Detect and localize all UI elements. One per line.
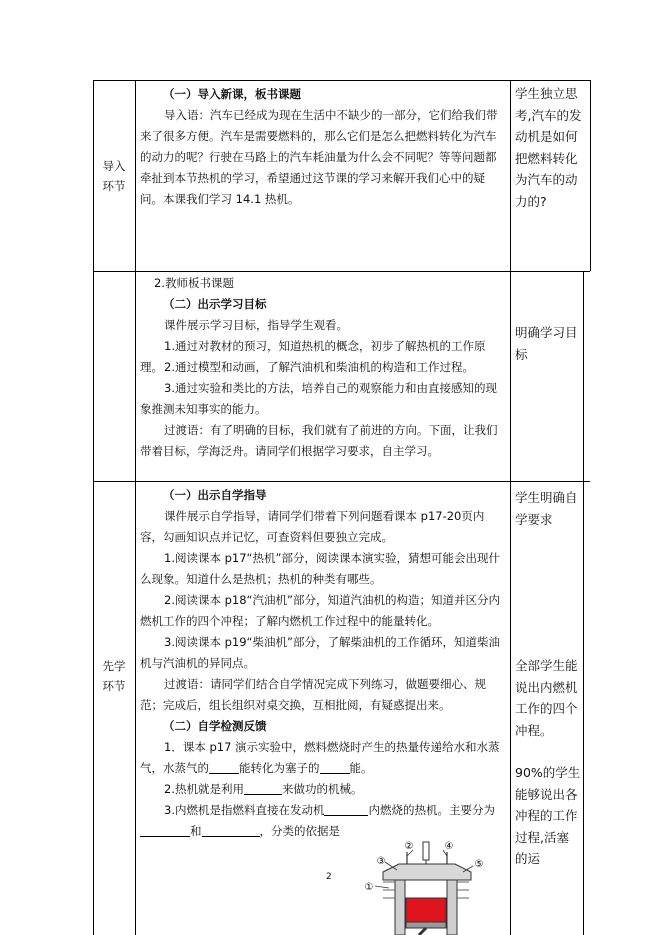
- column-divider-right-row1: [510, 80, 511, 271]
- study-question-2: 2.阅读课本 p18“汽油机”部分，知道汽油机的构造；知道并区分内燃机工作的四个冲程；了解内燃机工作过程中的能量转化。: [140, 593, 500, 628]
- section-heading-goals: （二）出示学习目标: [163, 297, 267, 311]
- answer-blank: [202, 822, 260, 837]
- exercise-text: 1．课本 p17 演示实验中，燃料燃烧时产生的热量传递给水和水蒸气，水蒸气的: [140, 740, 500, 775]
- answer-blank: [324, 801, 368, 816]
- answer-blank: [244, 780, 282, 795]
- cylinder-wall-left: [395, 880, 405, 935]
- intro-paragraph: 导入语：汽车已经成为现在生活中不缺少的一部分，它们给我们带来了很多方便。汽车是需要燃料的，那么它们是怎么把燃料转化为汽车的动力的呢？行驶在马路上的汽车耗油量为什么会不同呢？等等问题都牵扯到本节热机的学习，希望通过这节课的学习来解开我们心中的疑问。本课我们学习 14.1 热机。: [140, 108, 498, 206]
- leader-line: [375, 886, 389, 888]
- exercise-text: ，分类的依据是: [259, 824, 340, 838]
- table-right-border-row1: [590, 80, 591, 271]
- answer-blank: [209, 759, 239, 774]
- student-activity-row2: 明确学习目标: [515, 325, 578, 362]
- figure-label-1: ①: [364, 882, 374, 893]
- column-divider-right: [510, 271, 511, 935]
- connecting-rod: [419, 928, 426, 935]
- section-heading-self-study: （一）出示自学指导: [163, 488, 267, 502]
- exercise-text: 和: [190, 824, 202, 838]
- student-activity-row3-a: 学生明确自学要求: [515, 490, 578, 527]
- page-number: 2: [326, 872, 332, 882]
- table-top-border: [93, 80, 590, 81]
- table-left-border: [93, 80, 94, 935]
- transition-paragraph: 过渡语：有了明确的目标，我们就有了前进的方向。下面，让我们带着目标，学海泛舟。请同学们根据学习要求，自主学习。: [140, 423, 498, 458]
- figure-label-3: ③: [376, 856, 386, 867]
- figure-label-4: ④: [444, 841, 454, 852]
- spark-plug-icon: [423, 842, 429, 860]
- stage-label-line: 环节: [102, 179, 126, 193]
- stage-label-line: 环节: [102, 679, 126, 693]
- figure-label-5: ⑤: [474, 859, 484, 870]
- self-study-intro: 课件展示自学指导，请同学们带着下列问题看课本 p17-20页内容，勾画知识点并记忆，可查资料但要独立完成。: [140, 509, 485, 544]
- piston: [406, 898, 446, 922]
- stage-label-intro: [93, 156, 135, 196]
- row1-bottom-border: [93, 271, 590, 272]
- exercise-text: 来做功的机械。: [281, 782, 363, 796]
- stage-label-prestudy: [93, 656, 135, 696]
- column-divider-left: [135, 80, 136, 935]
- exercise-text: 2.热机就是利用: [164, 782, 244, 796]
- figure-label-2: ②: [404, 841, 414, 852]
- exercise-2: [140, 779, 506, 800]
- exercise-text: 能。: [349, 761, 373, 775]
- student-activity-row1: 学生独立思考,汽车的发动机是如何把燃料转化为汽车的动力的?: [515, 86, 582, 209]
- student-activity-row3-b: 全部学生能说出内燃机工作的四个冲程。: [515, 658, 578, 738]
- learning-goal-2: 2.通过模型和动画，了解汽油机和柴油机的构造和工作过程。: [164, 360, 474, 374]
- engine-cylinder-diagram: [355, 836, 495, 935]
- study-question-3: 3.阅读课本 p19“柴油机”部分，了解柴油机的工作循环，知道柴油机与汽油机的异同点。: [140, 635, 500, 670]
- exercise-1: [140, 737, 506, 779]
- stage-label-line: 导入: [102, 159, 126, 173]
- row2-bottom-border: [93, 481, 590, 482]
- goals-intro: 课件展示学习目标，指导学生观看。: [164, 318, 348, 332]
- learning-goal-3: 3.通过实验和类比的方法，培养自己的观察能力和由直接感知的现象推测未知事实的能力。: [140, 381, 497, 416]
- stage-label-line: 先学: [102, 659, 126, 673]
- cylinder-head: [383, 864, 471, 880]
- list-item: 2.教师板书课题: [154, 276, 234, 290]
- exercise-text: 能转化为塞子的: [239, 761, 320, 775]
- piston-ring: [406, 922, 446, 928]
- learning-goal-1: 1.通过对教材的预习，知道热机的概念，初步了解热机的工作原理。: [140, 339, 486, 374]
- study-question-1: 1.阅读课本 p17“热机”部分，阅读课本演实验，猜想可能会出现什么现象。知道什么是热机；热机的种类有哪些。: [140, 551, 500, 586]
- section-heading-self-check: （二）自学检测反馈: [163, 719, 267, 733]
- section-heading-intro: （一）导入新课，板书课题: [163, 87, 301, 101]
- answer-blank: [320, 759, 350, 774]
- transition-paragraph: 过渡语：请同学们结合自学情况完成下列练习，做题要细心、规范；完成后，组长组织对桌交换，互相批阅，有疑惑提出来。: [140, 677, 486, 712]
- exercise-text: 内燃烧的热机。主要分为: [368, 803, 495, 817]
- exercise-text: 3.内燃机是指燃料直接在发动机: [164, 803, 325, 817]
- answer-blank: [140, 822, 190, 837]
- student-activity-row3-c: 90%的学生能够说出各冲程的工作过程,活塞的运: [515, 765, 581, 866]
- table-right-border: [583, 271, 584, 935]
- cylinder-wall-right: [447, 880, 457, 935]
